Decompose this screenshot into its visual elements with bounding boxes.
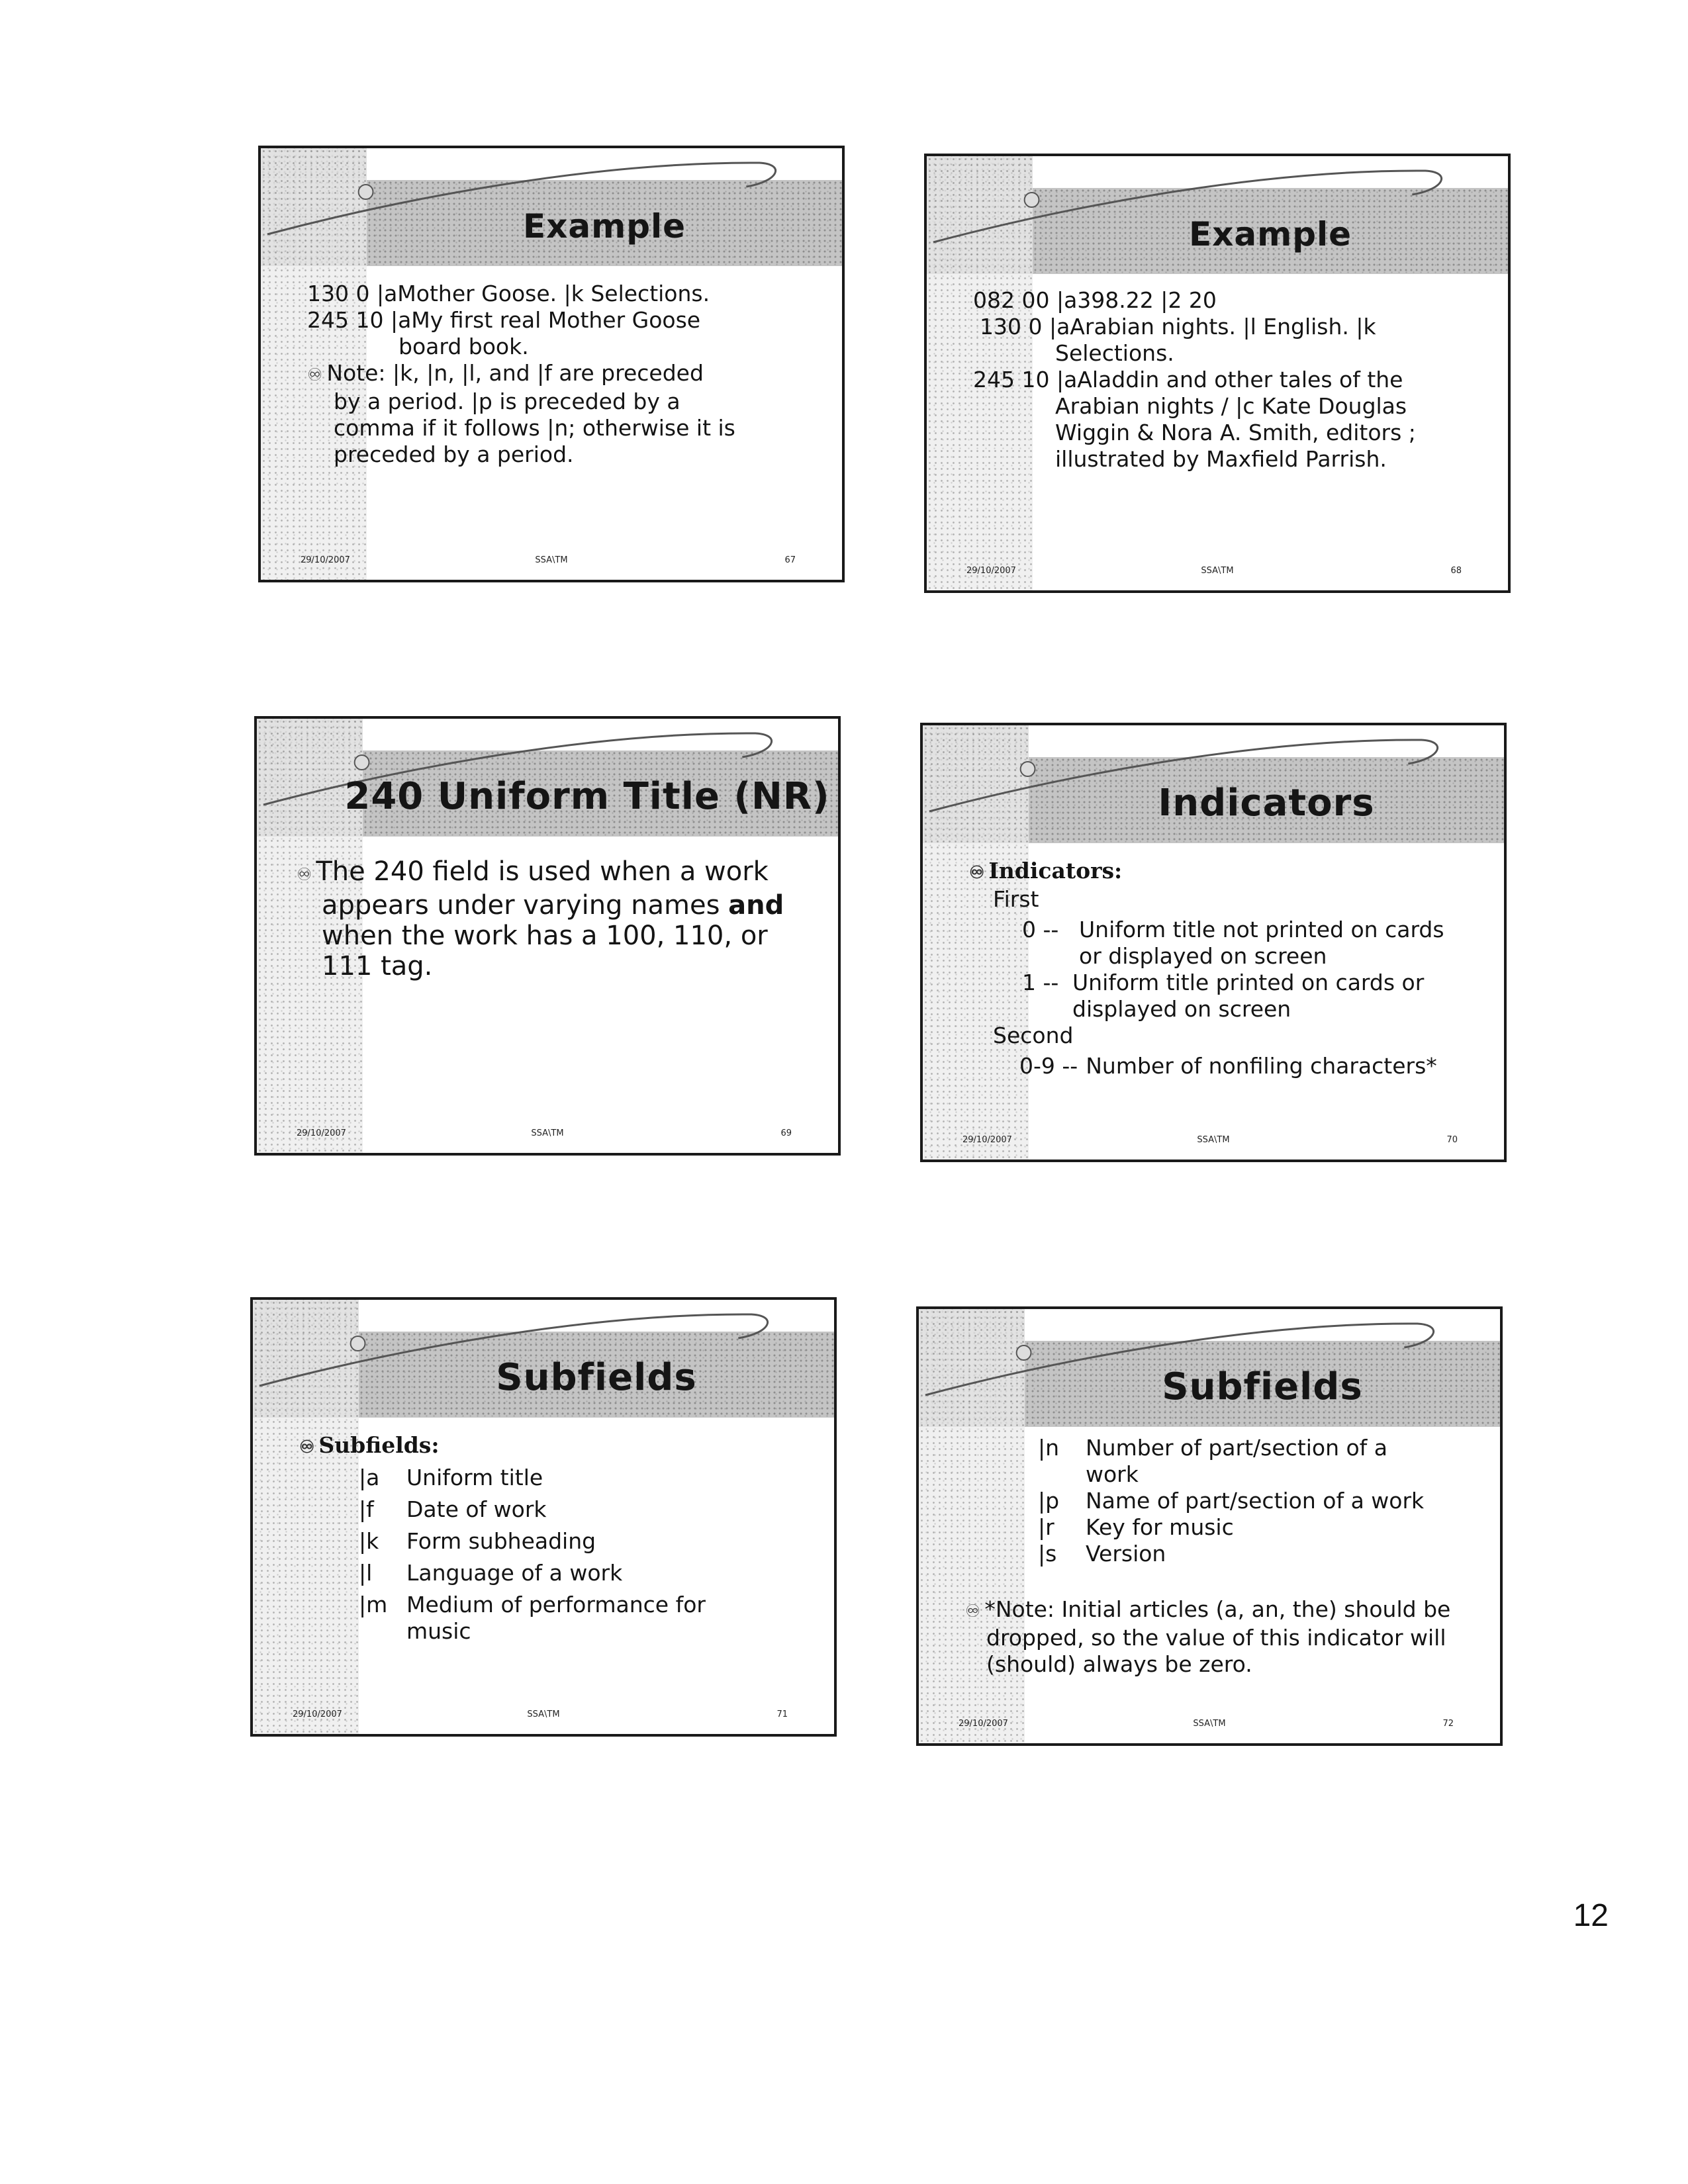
subfield-text: Version xyxy=(1086,1541,1166,1567)
text-line: 245 10 |aAladdin and other tales of the xyxy=(973,367,1403,392)
subfield-text: Form subheading xyxy=(406,1528,596,1554)
text-line: 130 0 |aMother Goose. |k Selections. xyxy=(307,281,710,306)
indicators-heading: Indicators: xyxy=(988,858,1123,884)
indicator-row xyxy=(1022,917,1477,970)
subfield-text: Language of a work xyxy=(406,1560,623,1586)
bullet-icon: ♾ xyxy=(307,365,323,385)
subfield-text: Number of part/section of a work xyxy=(1086,1435,1388,1487)
text-line: Arabian nights / |c Kate Douglas xyxy=(1055,393,1407,419)
subfield-text: Name of part/section of a work xyxy=(1086,1488,1425,1514)
footer-org: SSA\TM xyxy=(1201,566,1234,576)
footer-date: 29/10/2007 xyxy=(962,1135,1012,1145)
subfield-code: |n xyxy=(1038,1435,1060,1461)
text-line: preceded by a period. xyxy=(334,441,574,467)
slide-body xyxy=(973,287,1481,473)
slide-footer xyxy=(927,556,1508,576)
subfield-row xyxy=(359,1528,808,1555)
subfield-code: |s xyxy=(1038,1541,1057,1567)
note-content: *Note: Initial articles (a, an, the) should be dropped, so the value of this indicator will (should) always be zero. xyxy=(984,1596,1451,1677)
subfield-row xyxy=(1038,1488,1474,1514)
slide-footer xyxy=(919,1709,1500,1729)
slide-72 xyxy=(916,1306,1503,1746)
text-line: by a period. |p is preceded by a xyxy=(334,388,680,414)
slide-body xyxy=(299,1432,808,1645)
slide-footer xyxy=(257,1118,838,1138)
page-number: 12 xyxy=(1573,1898,1609,1933)
footer-date: 29/10/2007 xyxy=(959,1719,1008,1729)
subfield-row xyxy=(359,1465,808,1491)
text-line: 245 10 |aMy first real Mother Goose xyxy=(307,307,701,333)
slide-body xyxy=(307,281,816,468)
subfield-text: Uniform title xyxy=(406,1465,543,1490)
footer-date: 29/10/2007 xyxy=(966,566,1016,576)
text-line: board book. xyxy=(399,334,529,359)
slide-title: Example xyxy=(522,207,686,246)
indicator-second-label: Second xyxy=(993,1023,1074,1048)
indicator-text: Uniform title not printed on cards or displayed on screen xyxy=(1079,917,1444,969)
indicator-code: 1 -- xyxy=(1022,970,1059,995)
indicator-row xyxy=(1019,1053,1477,1079)
bullet-icon: ♾ xyxy=(299,1437,315,1457)
subfield-row xyxy=(1038,1541,1474,1567)
footer-org: SSA\TM xyxy=(535,555,568,565)
text-line: Selections. xyxy=(1055,340,1174,366)
subfield-text: Date of work xyxy=(406,1496,547,1522)
text-line: 082 00 |a398.22 |2 20 xyxy=(973,287,1217,313)
slide-number: 68 xyxy=(1450,566,1462,576)
footer-date: 29/10/2007 xyxy=(301,555,350,565)
indicator-text: Number of nonfiling characters* xyxy=(1086,1053,1437,1079)
slide-title: Indicators xyxy=(1158,782,1375,825)
footer-date: 29/10/2007 xyxy=(297,1128,346,1138)
slide-footer xyxy=(923,1125,1504,1145)
slide-title: 240 Uniform Title (NR) xyxy=(344,775,830,818)
indicator-code: 0 -- xyxy=(1022,917,1059,942)
slide-68 xyxy=(924,154,1511,593)
subfield-row xyxy=(359,1496,808,1523)
text-line: Wiggin & Nora A. Smith, editors ; xyxy=(1055,420,1416,445)
footer-org: SSA\TM xyxy=(531,1128,564,1138)
slide-number: 70 xyxy=(1446,1135,1458,1145)
slide-title: Subfields xyxy=(1162,1365,1363,1408)
subfield-code: |k xyxy=(359,1528,379,1554)
slide-69 xyxy=(254,716,841,1156)
slide-title: Subfields xyxy=(496,1356,697,1399)
subfield-row xyxy=(1038,1514,1474,1541)
subfield-code: |l xyxy=(359,1560,373,1586)
subfield-row xyxy=(1038,1435,1474,1488)
bullet-icon: ♾ xyxy=(297,865,312,885)
slide-70 xyxy=(920,723,1507,1162)
indicator-first-label: First xyxy=(993,886,1039,912)
subfield-row xyxy=(359,1592,808,1645)
indicator-row xyxy=(1022,970,1477,1023)
slide-number: 69 xyxy=(780,1128,792,1138)
text-line: comma if it follows |n; otherwise it is xyxy=(334,415,735,441)
subfield-text: Medium of performance for music xyxy=(406,1592,706,1644)
subfield-code: |r xyxy=(1038,1514,1055,1540)
slide-body xyxy=(969,858,1477,1079)
bullet-icon: ♾ xyxy=(969,863,985,883)
footer-org: SSA\TM xyxy=(1193,1719,1226,1729)
footer-org: SSA\TM xyxy=(527,1709,560,1719)
slide-number: 67 xyxy=(784,555,796,565)
text-segment: The 240 field is used when a work appears under varying names xyxy=(316,856,769,921)
footer-date: 29/10/2007 xyxy=(293,1709,342,1719)
slide-67 xyxy=(258,146,845,582)
subfield-text: Key for music xyxy=(1086,1514,1234,1540)
slide-number: 72 xyxy=(1442,1719,1454,1729)
text-line: Note: |k, |n, |l, and |f are preceded xyxy=(326,360,704,386)
slide-body xyxy=(297,856,798,981)
slide-footer xyxy=(253,1700,834,1719)
slide-body xyxy=(965,1435,1474,1678)
subfield-code: |m xyxy=(359,1592,388,1617)
indicator-text: Uniform title printed on cards or displayed on screen xyxy=(1072,970,1425,1022)
text-line: 130 0 |aArabian nights. |l English. |k xyxy=(980,314,1376,340)
subfield-row xyxy=(359,1560,808,1586)
subfield-code: |p xyxy=(1038,1488,1060,1514)
footer-org: SSA\TM xyxy=(1197,1135,1230,1145)
slide-footer xyxy=(261,545,842,565)
text-segment: when the work has a 100, 110, or 111 tag. xyxy=(322,921,768,981)
subfields-heading: Subfields: xyxy=(318,1432,440,1458)
slide-number: 71 xyxy=(776,1709,788,1719)
bold-word: and xyxy=(728,890,784,921)
note-text xyxy=(965,1596,1463,1678)
text-line: illustrated by Maxfield Parrish. xyxy=(1055,446,1387,472)
subfield-code: |f xyxy=(359,1496,374,1522)
subfield-code: |a xyxy=(359,1465,380,1490)
bullet-icon: ♾ xyxy=(965,1602,981,1621)
slide-title: Example xyxy=(1188,215,1352,253)
slide-71 xyxy=(250,1297,837,1737)
indicator-code: 0-9 -- xyxy=(1019,1053,1078,1079)
